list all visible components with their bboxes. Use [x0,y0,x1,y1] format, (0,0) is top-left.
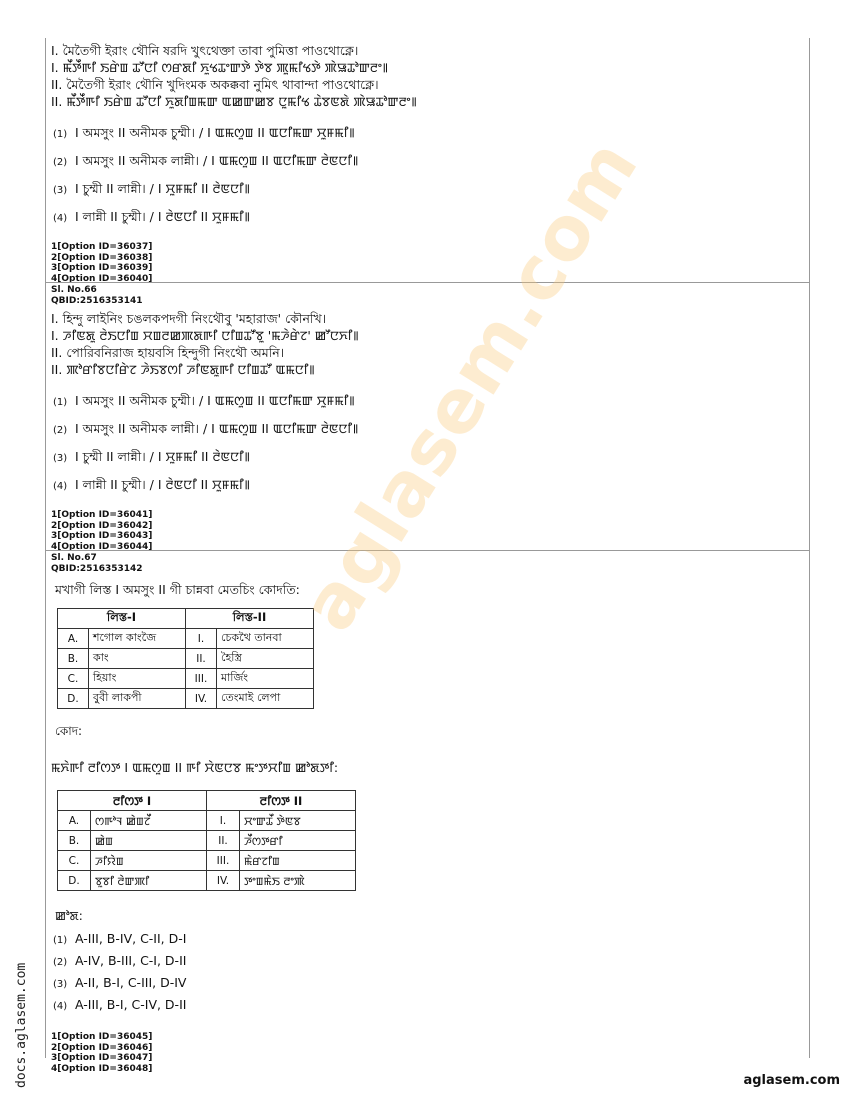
serial-number: Sl. No.66 [51,285,97,295]
option-id: 2[Option ID=36038] [51,252,153,263]
question-prompt: মখাগী লিস্ত I অমসুং II গী চান্নবা মেতচিং কোদতি: [55,582,300,597]
option-id: 2[Option ID=36046] [51,1042,153,1053]
option-id: 3[Option ID=36047] [51,1053,153,1063]
code-label: কোদ: [55,724,83,738]
answer-option: (1) I অমসুং II অনীমক চুম্মী। / I ꯑꯃꯁꯨꯡ II ꯑꯅꯤꯃꯛ ꯆꯨꯝꯃꯤ꯫ [53,393,355,408]
table-row: D. ꯕꯨꯕꯤ ꯂꯥꯛꯄꯤ IV. ꯇꯦꯡꯃꯥꯏ ꯂꯦꯄꯥ [58,871,356,891]
qbid: QBID:2516353142 [51,564,143,574]
table-row: C. হিয়াং III. মার্জিং [58,669,314,689]
option-id: 1[Option ID=36041] [51,510,153,520]
answer-option: (4) I লান্নী II চুম্মী। / I ꯂꯥꯟꯅꯤ II ꯆꯨꯝꯃꯤ꯫ [53,477,250,492]
question-prompt-meitei: ꯃꯈꯥꯒꯤ ꯂꯤꯁꯇ I ꯑꯃꯁꯨꯡ II ꯒꯤ ꯆꯥꯟꯅꯕ ꯃꯦꯇꯆꯤꯡ ꯀꯣꯗꯇꯤ: [51,760,339,775]
table-row: C. ꯍꯤꯌꯥꯡ III. ꯃꯥꯔꯖꯤꯡ [58,851,356,871]
side-watermark: docs.aglasem.com [14,962,29,1088]
statement-line: I. হিন্দু লাইনিং চঙলকপদগী নিংথৌবু 'মহারাজ' কৌনখি। [51,311,327,326]
statement-line: I. ꯍꯤꯟꯗꯨ ꯂꯥꯏꯅꯤꯡ ꯆꯡꯂꯀꯄꯗꯒꯤ ꯅꯤꯡꯊꯧꯕꯨ 'ꯃꯍꯥꯔꯥꯖ' ꯀꯧꯅꯈꯤ꯫ [51,328,359,343]
statement-line: I. মৈতৈগী ইরাং থৌনি ষরদি খুৎথেক্তা তাবা পুমিত্তা পাওথোক্নে। [51,43,359,58]
code-label: ꯀꯣꯗ: [55,909,83,923]
table-header: ꯂꯤꯁꯇ I [58,791,207,811]
option-id: 3[Option ID=36039] [51,263,153,273]
table-row: B. কাং II. হৈস্ত্রি [58,649,314,669]
qbid: QBID:2516353141 [51,296,143,306]
option-id: 3[Option ID=36043] [51,531,153,541]
statement-line: I. ꯃꯩꯇꯩꯒꯤ ꯏꯔꯥꯡ ꯊꯧꯅꯤ ꯁꯔꯗꯤ ꯈꯨꯠꯊꯦꯛꯇꯥ ꯇꯥꯕ ꯄꯨꯃꯤꯠꯇꯥ ꯄꯥꯎꯊꯣꯛꯂꯦ꯫ [51,60,389,75]
table-row: B. ꯀꯥꯡ II. ꯍꯩꯁꯇꯔꯤ [58,831,356,851]
serial-number: Sl. No.67 [51,553,97,563]
option-id: 1[Option ID=36045] [51,1032,153,1042]
question-65 [46,38,809,282]
statement-line: II. ꯃꯩꯇꯩꯒꯤ ꯏꯔꯥꯡ ꯊꯧꯅꯤ ꯈꯨꯗꯤꯡꯃꯛ ꯑꯀꯛꯀꯕ ꯅꯨꯃꯤꯠ ꯊꯥꯕꯟꯗꯥ ꯄꯥꯎꯊꯣꯛꯂꯦ꯫ [51,94,417,109]
match-table-bengali [57,608,314,709]
option-id: 4[Option ID=36048] [51,1063,153,1074]
answer-option: (2) I অমসুং II অনীমক লান্নী। / I ꯑꯃꯁꯨꯡ II ꯑꯅꯤꯃꯛ ꯂꯥꯟꯅꯤ꯫ [53,153,359,168]
option-id: 4[Option ID=36040] [51,273,153,284]
table-row: D. বুবী লাকপী IV. তেংমাই লেপা [58,689,314,709]
answer-option: (2) A-IV, B-III, C-I, D-II [53,953,187,968]
match-table-meitei [57,790,356,891]
statement-line: II. মৈতৈগী ইরাং থৌনি খুদিংমক অকক্কবা নুমিৎ থাবান্দা পাওথোক্নে। [51,77,379,92]
table-row: A. শগোল কাংজৈ I. চেকথৈ তানবা [58,629,314,649]
statement-line: II. ꯄꯣꯔꯤꯕꯅꯤꯔꯥꯖ ꯍꯥꯏꯕꯁꯤ ꯍꯤꯟꯗꯨꯒꯤ ꯅꯤꯡꯊꯧ ꯑꯃꯅꯤ꯫ [51,362,315,377]
brand-logo: aglasem.com [743,1073,840,1088]
answer-option: (2) I অমসুং II অনীমক লান্নী। / I ꯑꯃꯁꯨꯡ II ꯑꯅꯤꯃꯛ ꯂꯥꯟꯅꯤ꯫ [53,421,359,436]
question-67 [46,550,809,1074]
answer-option: (4) A-III, B-I, C-IV, D-II [53,997,187,1012]
table-header: ꯂꯤꯁꯇ II [207,791,356,811]
table-header: লিস্ত-II [186,609,314,629]
option-id: 2[Option ID=36042] [51,520,153,531]
watermark: aglasem.com [285,124,655,646]
answer-option: (4) I লান্নী II চুম্মী। / I ꯂꯥꯟꯅꯤ II ꯆꯨꯝꯃꯤ꯫ [53,209,250,224]
option-id: 1[Option ID=36037] [51,242,153,252]
answer-option: (3) A-II, B-I, C-III, D-IV [53,975,187,990]
statement-line: II. পোরিবনিরাজ হায়বসি হিন্দুগী নিংথৌ অমনি। [51,345,285,360]
option-id: 4[Option ID=36044] [51,541,153,552]
answer-option: (1) A-III, B-IV, C-II, D-I [53,931,187,946]
table-row: A. ꯁꯒꯣꯜ ꯀꯥꯡꯖꯩ I. ꯆꯦꯛꯊꯩ ꯇꯥꯟꯕ [58,811,356,831]
answer-option: (3) I চুম্মী II লান্নী। / I ꯆꯨꯝꯃꯤ II ꯂꯥꯟꯅꯤ꯫ [53,449,250,464]
answer-option: (3) I চুম্মী II লান্নী। / I ꯆꯨꯝꯃꯤ II ꯂꯥꯟꯅꯤ꯫ [53,181,250,196]
table-header: লিস্ত-I [58,609,186,629]
answer-option: (1) I অমসুং II অনীমক চুম্মী। / I ꯑꯃꯁꯨꯡ II ꯑꯅꯤꯃꯛ ꯆꯨꯝꯃꯤ꯫ [53,125,355,140]
